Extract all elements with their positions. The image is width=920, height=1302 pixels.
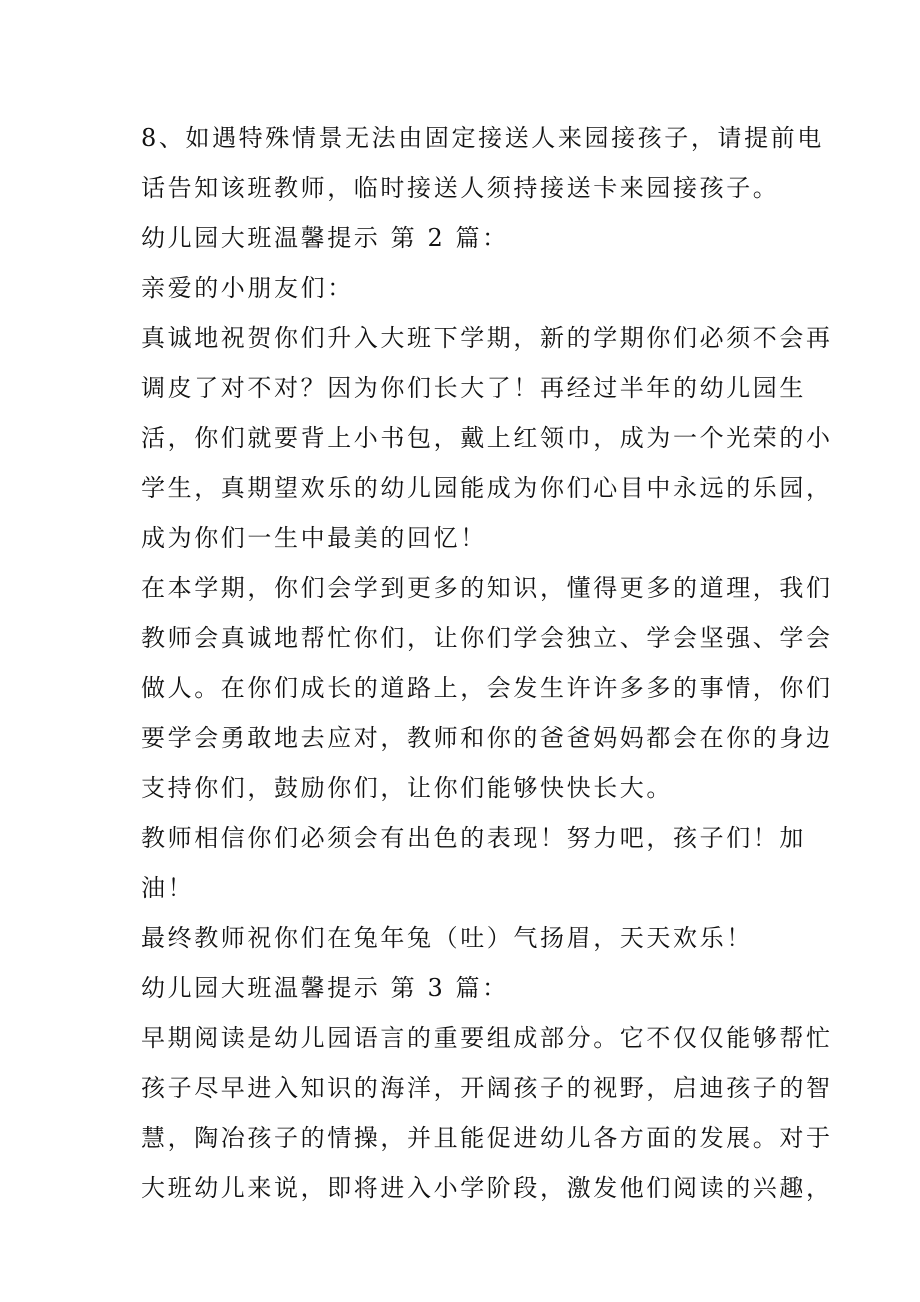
document-body: [141, 113, 833, 1213]
text-line: 真诚地祝贺你们升入大班下学期，新的学期你们必须不会再: [141, 324, 833, 352]
text-line: 最终教师祝你们在兔年兔（吐）气扬眉，天天欢乐！: [141, 924, 753, 952]
text-line: 做人。在你们成长的道路上，会发生许许多多的事情，你们: [141, 674, 833, 702]
text-line: 慧，陶冶孩子的情操，并且能促进幼儿各方面的发展。对于: [141, 1124, 833, 1152]
text-line: 调皮了对不对？因为你们长大了！再经过半年的幼儿园生: [141, 374, 806, 402]
text-line: 早期阅读是幼儿园语言的重要组成部分。它不仅仅能够帮忙: [141, 1024, 833, 1052]
text-line: 教师会真诚地帮忙你们，让你们学会独立、学会坚强、学会: [141, 624, 833, 652]
text-line: 成为你们一生中最美的回忆！: [141, 524, 487, 552]
text-line: 孩子尽早进入知识的海洋，开阔孩子的视野，启迪孩子的智: [141, 1074, 833, 1102]
text-line: 在本学期，你们会学到更多的知识，懂得更多的道理，我们: [141, 574, 833, 602]
text-line: 大班幼儿来说，即将进入小学阶段，激发他们阅读的兴趣，: [141, 1174, 833, 1202]
text-line: 学生，真期望欢乐的幼儿园能成为你们心目中永远的乐园，: [141, 474, 833, 502]
section-heading: 幼儿园大班温馨提示 第 2 篇：: [141, 224, 509, 252]
text-line: 教师相信你们必须会有出色的表现！努力吧，孩子们！加: [141, 824, 806, 852]
text-line: 话告知该班教师，临时接送人须持接送卡来园接孩子。: [141, 174, 780, 202]
text-line: 油！: [141, 874, 195, 902]
salutation: 亲爱的小朋友们：: [141, 274, 354, 302]
text-line: 8、如遇特殊情景无法由固定接送人来园接孩子，请提前电: [141, 124, 824, 152]
text-line: 支持你们，鼓励你们，让你们能够快快长大。: [141, 774, 673, 802]
section-heading: 幼儿园大班温馨提示 第 3 篇：: [141, 974, 509, 1002]
text-line: 要学会勇敢地去应对，教师和你的爸爸妈妈都会在你的身边: [141, 724, 833, 752]
text-line: 活，你们就要背上小书包，戴上红领巾，成为一个光荣的小: [141, 424, 833, 452]
